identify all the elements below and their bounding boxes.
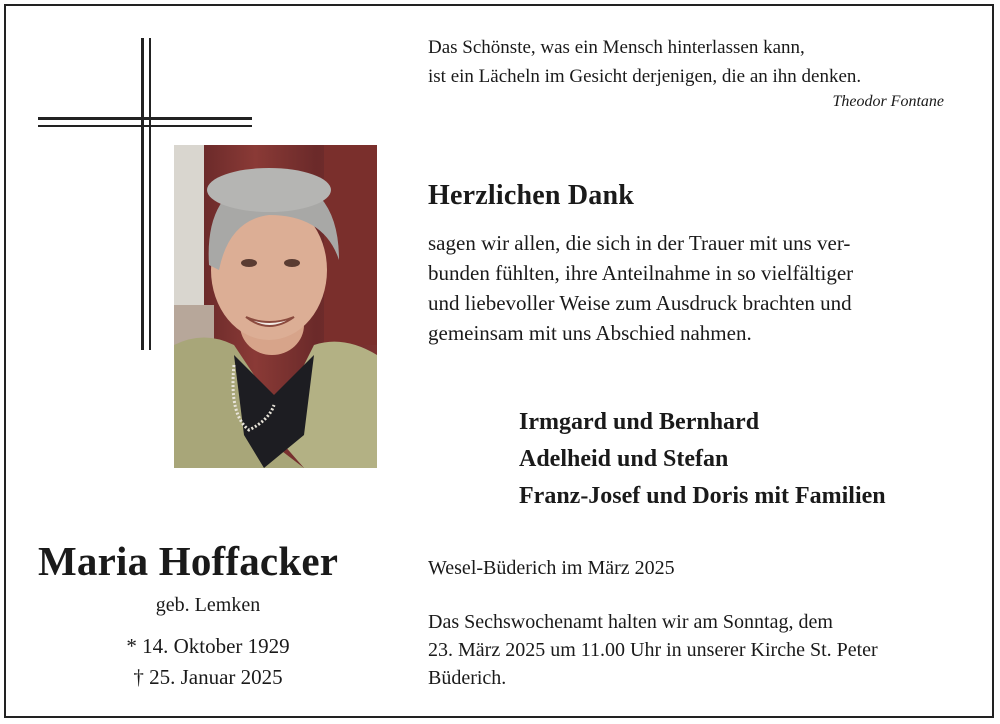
service-line: 23. März 2025 um 11.00 Uhr in unserer Kirche St. Peter <box>428 639 878 661</box>
portrait-photo <box>174 145 377 468</box>
quote-author: Theodor Fontane <box>832 93 944 110</box>
thanks-line: gemeinsam mit uns Abschied nahmen. <box>428 321 752 345</box>
thanks-line: bunden fühlten, ihre Anteilnahme in so vielfältiger <box>428 261 854 285</box>
family-line: Irmgard und Bernhard <box>519 409 760 435</box>
thanks-line: sagen wir allen, die sich in der Trauer mit uns ver- <box>428 231 851 255</box>
life-dates <box>38 631 378 693</box>
family-names <box>519 404 886 515</box>
family-line: Adelheid und Stefan <box>519 446 729 472</box>
service-notice <box>428 608 973 692</box>
quote <box>428 33 968 113</box>
death-date: † 25. Januar 2025 <box>133 665 283 689</box>
deceased-name: Maria Hoffacker <box>38 538 339 584</box>
quote-line: Das Schönste, was ein Mensch hinterlassen kann, <box>428 37 805 58</box>
thanks-text <box>428 228 968 348</box>
family-line: Franz-Josef und Doris mit Familien <box>519 483 886 509</box>
service-line: Das Sechswochenamt halten wir am Sonntag, dem <box>428 611 833 633</box>
service-line: Büderich. <box>428 667 507 689</box>
thanks-title: Herzlichen Dank <box>428 180 634 211</box>
maiden-name: geb. Lemken <box>155 594 261 616</box>
quote-line: ist ein Lächeln im Gesicht derjenigen, die an ihn denken. <box>428 66 862 87</box>
place-date: Wesel-Büderich im März 2025 <box>428 557 675 579</box>
birth-date: * 14. Oktober 1929 <box>126 634 290 658</box>
thanks-line: und liebevoller Weise zum Ausdruck brachten und <box>428 291 852 315</box>
